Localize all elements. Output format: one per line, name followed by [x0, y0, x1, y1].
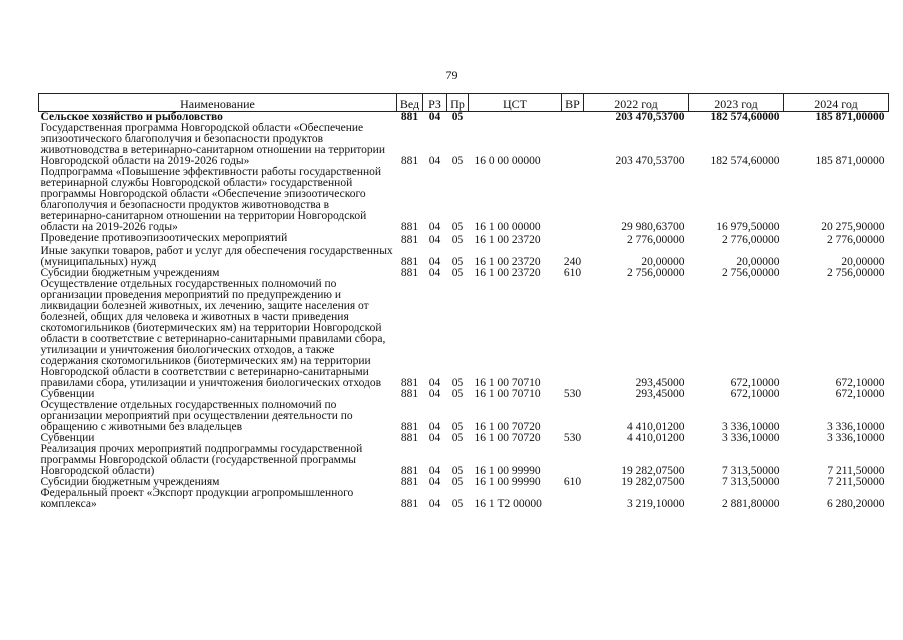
row-rz: 04: [428, 498, 441, 510]
row-rz: 04: [428, 267, 441, 279]
row-vr: 530: [563, 388, 582, 400]
row-vr: [562, 123, 584, 167]
row-rz: 04: [428, 234, 441, 246]
table-header-row: [39, 94, 889, 112]
row-2022: 2 756,00000: [627, 267, 685, 279]
row-2024: 20,00000: [841, 256, 885, 268]
row-vr: 610: [563, 267, 582, 279]
row-cst: 16 1 00 23720: [474, 256, 541, 268]
row-ved: 881: [400, 388, 419, 400]
row-pr: 05: [451, 221, 464, 233]
row-2024: 3 336,10000: [827, 421, 885, 433]
row-pr: 05: [451, 498, 464, 510]
row-2024: 20 275,90000: [821, 221, 885, 233]
table-row: [39, 444, 889, 477]
row-2022: 19 282,07500: [621, 476, 685, 488]
row-vr: [562, 444, 584, 477]
row-name: Субвенции: [40, 388, 95, 400]
row-ved: 881: [400, 498, 419, 510]
row-vr: [562, 233, 584, 246]
row-2024: 6 280,20000: [827, 498, 885, 510]
row-2022: 203 470,53700: [615, 111, 685, 123]
row-rz: 04: [428, 421, 441, 433]
row-pr: 05: [451, 476, 464, 488]
row-name: Федеральный проект «Экспорт продукции агропромышленного комплекса»: [40, 487, 354, 510]
row-rz: 04: [428, 476, 441, 488]
row-2024: 2 776,00000: [827, 234, 885, 246]
row-2022: 293,45000: [635, 388, 685, 400]
row-2023: 2 756,00000: [722, 267, 780, 279]
page-number: 79: [445, 68, 458, 82]
row-cst: 16 1 00 70720: [474, 421, 541, 433]
row-ved: 881: [400, 432, 419, 444]
row-ved: 881: [400, 421, 419, 433]
row-2024: 672,10000: [835, 377, 885, 389]
row-name: Проведение противоэпизоотических мероприятий: [40, 232, 288, 244]
row-cst: 16 1 00 23720: [474, 234, 541, 246]
row-name: Реализация прочих мероприятий подпрограммы государственной программы Новгородской области (государственной программы Новгородской области): [40, 443, 363, 477]
row-ved: 881: [400, 111, 419, 123]
row-vr: [562, 167, 584, 233]
row-rz: 04: [428, 377, 441, 389]
row-cst: 16 0 00 00000: [474, 155, 541, 167]
row-cst: 16 1 Т2 00000: [474, 498, 542, 510]
row-2023: 182 574,60000: [710, 155, 780, 167]
row-pr: 05: [451, 155, 464, 167]
row-name: Субвенции: [40, 432, 95, 444]
row-name: Сельское хозяйство и рыболовство: [40, 111, 223, 123]
row-2023: 16 979,50000: [716, 221, 780, 233]
row-2023: 672,10000: [730, 388, 780, 400]
row-rz: 04: [428, 221, 441, 233]
row-2024: 3 336,10000: [827, 432, 885, 444]
row-2023: 2 776,00000: [722, 234, 780, 246]
row-2022: 4 410,01200: [627, 432, 685, 444]
table-row: [39, 488, 889, 510]
row-pr: 05: [451, 234, 464, 246]
header-vr: ВР: [562, 94, 584, 112]
table-row: [39, 123, 889, 167]
row-ved: 881: [400, 476, 419, 488]
table-row: [39, 246, 889, 268]
row-cst: 16 1 00 99990: [474, 465, 541, 477]
row-2022: 2 776,00000: [627, 234, 685, 246]
row-2023: 182 574,60000: [710, 111, 780, 123]
table-row: [39, 167, 889, 233]
row-2023: 20,00000: [736, 256, 780, 268]
row-ved: 881: [400, 267, 419, 279]
row-2023: 3 336,10000: [722, 421, 780, 433]
row-vr: [562, 112, 584, 124]
row-rz: 04: [428, 111, 441, 123]
budget-table: [38, 93, 889, 510]
row-pr: 05: [451, 267, 464, 279]
row-pr: 05: [451, 465, 464, 477]
row-vr: [562, 279, 584, 389]
row-cst: 16 1 00 70710: [474, 377, 541, 389]
row-ved: 881: [400, 256, 419, 268]
row-2022: 203 470,53700: [615, 155, 685, 167]
row-rz: 04: [428, 432, 441, 444]
row-2022: 29 980,63700: [621, 221, 685, 233]
row-2024: 185 871,00000: [815, 111, 885, 123]
header-ved: Вед: [397, 94, 423, 112]
row-rz: 04: [428, 465, 441, 477]
row-pr: 05: [451, 421, 464, 433]
header-name: Наименование: [39, 94, 397, 112]
row-2023: 2 881,80000: [722, 498, 780, 510]
row-vr: [562, 488, 584, 510]
row-vr: [562, 400, 584, 433]
row-2024: 185 871,00000: [815, 155, 885, 167]
row-pr: 05: [451, 388, 464, 400]
row-name: Субсидии бюджетным учреждениям: [40, 267, 220, 279]
row-2022: 19 282,07500: [621, 465, 685, 477]
header-pr: Пр: [447, 94, 469, 112]
header-2022: 2022 год: [584, 94, 689, 112]
row-name: Государственная программа Новгородской области «Обеспечение эпизоотического благополучия и безопасности продуктов животноводства в ветеринарно-санитарном отношении на территории Новгородской области на 2019-2026 годы»: [40, 122, 385, 167]
row-cst: 16 1 00 23720: [474, 267, 541, 279]
row-cst: 16 1 00 00000: [474, 221, 541, 233]
row-2023: 7 313,50000: [722, 476, 780, 488]
row-cst: 16 1 00 99990: [474, 476, 541, 488]
header-2023: 2023 год: [689, 94, 784, 112]
row-2023: 7 313,50000: [722, 465, 780, 477]
row-ved: 881: [400, 155, 419, 167]
row-ved: 881: [400, 377, 419, 389]
row-pr: 05: [451, 111, 464, 123]
row-2024: 7 211,50000: [827, 465, 885, 477]
row-cst: [469, 112, 562, 124]
row-vr: 530: [563, 432, 582, 444]
row-vr: 610: [563, 476, 582, 488]
row-2022: 4 410,01200: [627, 421, 685, 433]
row-cst: 16 1 00 70720: [474, 432, 541, 444]
row-ved: 881: [400, 465, 419, 477]
row-pr: 05: [451, 377, 464, 389]
header-2024: 2024 год: [784, 94, 889, 112]
row-2022: 3 219,10000: [627, 498, 685, 510]
row-2024: 672,10000: [835, 388, 885, 400]
header-rz: РЗ: [423, 94, 447, 112]
row-2022: 293,45000: [635, 377, 685, 389]
row-pr: 05: [451, 256, 464, 268]
row-2022: 20,00000: [641, 256, 685, 268]
row-rz: 04: [428, 155, 441, 167]
row-2024: 7 211,50000: [827, 476, 885, 488]
row-name: Подпрограмма «Повышение эффективности работы государственной ветеринарной службы Новгородской области» государственной программы Новгородской области «Обеспечение эпизоотического благополучия и безопасности продуктов животноводства в ветеринарно-санитарном отношении на территории Новгородской области на 2019-2026 годы»: [40, 166, 382, 233]
row-2024: 2 756,00000: [827, 267, 885, 279]
table-row: [39, 279, 889, 389]
row-pr: 05: [451, 432, 464, 444]
row-cst: 16 1 00 70710: [474, 388, 541, 400]
header-cst: ЦСТ: [469, 94, 562, 112]
row-2023: 672,10000: [730, 377, 780, 389]
row-name: Субсидии бюджетным учреждениям: [40, 476, 220, 488]
row-name: Иные закупки товаров, работ и услуг для обеспечения государственных (муниципальных) нужд: [40, 245, 393, 268]
row-name: Осуществление отдельных государственных полномочий по организации мероприятий при осуществлении деятельности по обращению с животными без владельцев: [40, 399, 353, 433]
row-2023: 3 336,10000: [722, 432, 780, 444]
row-rz: 04: [428, 256, 441, 268]
row-ved: 881: [400, 234, 419, 246]
row-name: Осуществление отдельных государственных полномочий по организации проведения мероприятий по предупреждению и ликвидации болезней животных, их лечению, защите населения от болезней, общих для человека и животных в части приведения скотомогильников (биотермических ям) на территории Новгородской области в соответствие с ветеринарно-санитарными правилами сбора, утилизации и уничтожения биологических отходов, а также содержания скотомогильников (биотермических ям) на территории Новгородской области в соответствии с ветеринарно-санитарными правилами сбора, утилизации и уничтожения биологических отходов: [40, 278, 386, 389]
row-vr: 240: [563, 256, 582, 268]
table-row: [39, 400, 889, 433]
row-rz: 04: [428, 388, 441, 400]
row-ved: 881: [400, 221, 419, 233]
